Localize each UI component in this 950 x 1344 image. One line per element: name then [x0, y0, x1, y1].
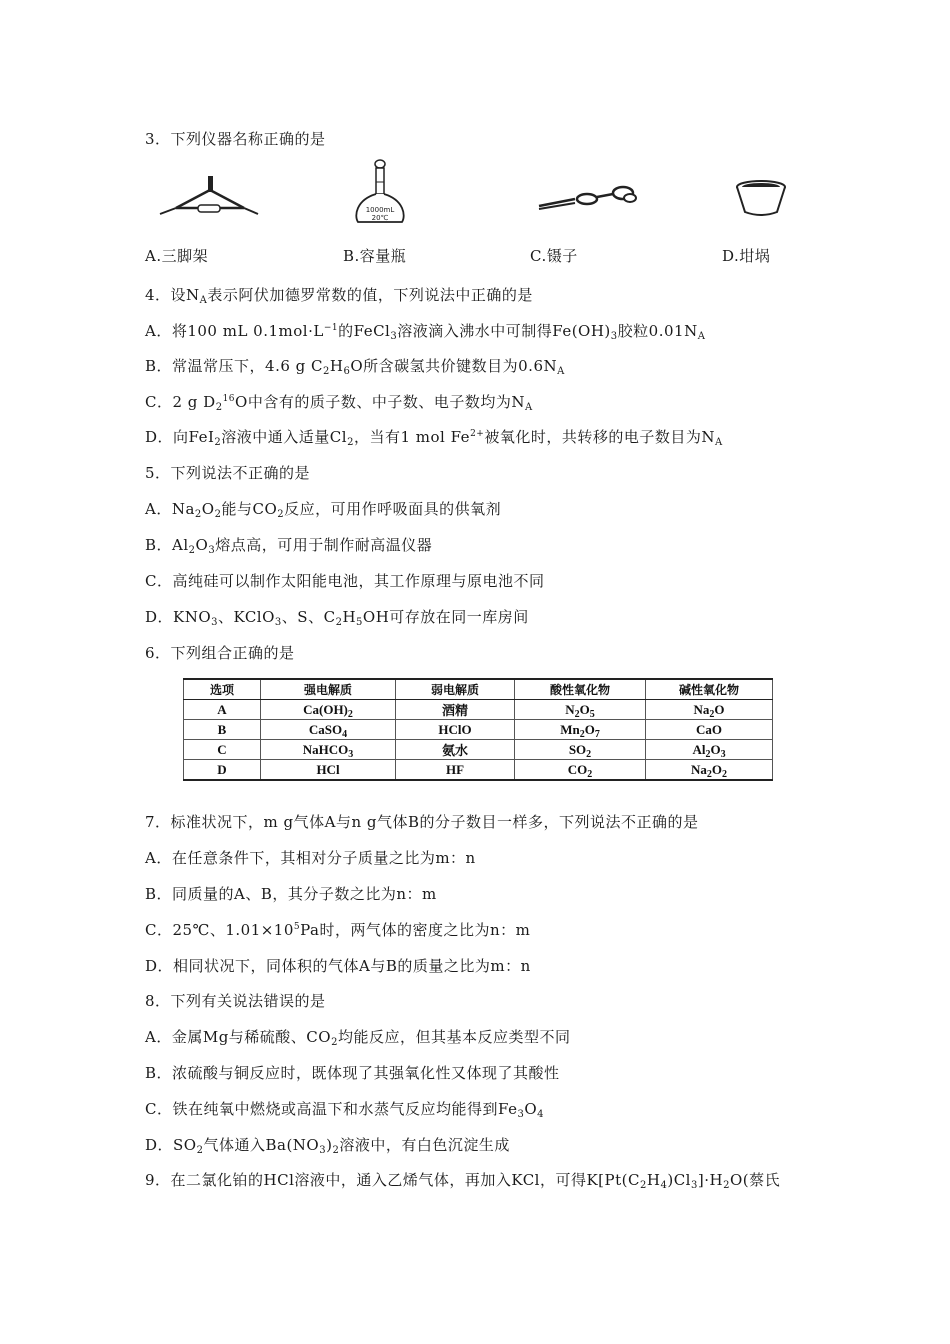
q8-option-c: C．铁在纯氧中燃烧或高温下和水蒸气反应均能得到$Fe_3O_4$: [145, 1100, 545, 1120]
header-basic-oxide: 碱性氧化物: [646, 679, 773, 700]
cell-basic: $Na_2O$: [646, 700, 773, 720]
cell-strong: $Ca(OH)_2$: [261, 700, 396, 720]
cell-basic: CaO: [646, 720, 773, 740]
row-option: B: [184, 720, 261, 740]
q3-stem: 3．下列仪器名称正确的是: [145, 130, 326, 148]
cell-weak: 氨水: [396, 740, 515, 760]
cell-acidic: $SO_2$: [515, 740, 646, 760]
cell-acidic: $Mn_2O_7$: [515, 720, 646, 740]
q5-option-c: C．高纯硅可以制作太阳能电池，其工作原理与原电池不同: [145, 572, 545, 590]
q7-stem: 7．标准状况下，m g气体A与n g气体B的分子数目一样多，下列说法不正确的是: [145, 813, 699, 831]
q6-stem: 6．下列组合正确的是: [145, 644, 295, 662]
q5-option-b: B．$Al_2O_3$熔点高，可用于制作耐高温仪器: [145, 536, 433, 556]
row-option: D: [184, 760, 261, 781]
q4-option-d: D．向FeI$_2$溶液中通入适量$Cl_2$，当有1 mol $Fe^{2+}$被氧化时，共转移的电子数目为$N_A$: [145, 428, 723, 448]
q5-stem: 5．下列说法不正确的是: [145, 464, 311, 482]
cell-strong: CaSO$_4$: [261, 720, 396, 740]
cell-acidic: $CO_2$: [515, 760, 646, 781]
q4-option-c: C．2 g $D_2^{16}O$中含有的质子数、中子数、电子数均为$N_A$: [145, 393, 533, 413]
header-acidic-oxide: 酸性氧化物: [515, 679, 646, 700]
q6-table: [183, 678, 773, 781]
cell-strong: NaHCO$_3$: [261, 740, 396, 760]
cell-basic: $Al_2O_3$: [646, 740, 773, 760]
flask-capacity-label: 1000mL: [365, 206, 395, 214]
evaporating-dish-icon: [734, 178, 788, 220]
header-option: 选项: [184, 679, 261, 700]
volumetric-flask-icon: [350, 158, 410, 233]
q8-option-b: B．浓硫酸与铜反应时，既体现了其强氧化性又体现了其酸性: [145, 1064, 560, 1082]
table-row: [184, 740, 773, 760]
q3-option-a: A.三脚架: [145, 247, 209, 265]
table-row: [184, 720, 773, 740]
q7-option-c: C．25℃、$1.01\times 10^5Pa$时，两气体的密度之比为n：m: [145, 921, 531, 939]
row-option: C: [184, 740, 261, 760]
q3-option-b: B.容量瓶: [343, 247, 407, 265]
crucible-tongs-icon: [535, 182, 643, 216]
row-option: A: [184, 700, 261, 720]
cell-acidic: $N_2O_5$: [515, 700, 646, 720]
q8-option-d: D．$SO_2$气体通入$Ba(NO_3)_2$溶液中，有白色沉淀生成: [145, 1136, 510, 1156]
q7-option-d: D．相同状况下，同体积的气体A与B的质量之比为m：n: [145, 957, 531, 975]
q4-stem: 4．设$N_A$表示阿伏加德罗常数的值，下列说法中正确的是: [145, 286, 533, 306]
cell-weak: HF: [396, 760, 515, 781]
q5-option-a: A．$Na_2O_2$能与$CO_2$反应，可用作呼吸面具的供氧剂: [145, 500, 502, 520]
q8-option-a: A．金属Mg与稀硫酸、$CO_2$均能反应，但其基本反应类型不同: [145, 1028, 571, 1048]
q3-option-d: D.坩埚: [722, 247, 771, 265]
cell-weak: HClO: [396, 720, 515, 740]
cell-strong: HCl: [261, 760, 396, 781]
table-row: [184, 760, 773, 781]
q8-stem: 8．下列有关说法错误的是: [145, 992, 326, 1010]
cell-basic: $Na_2O_2$: [646, 760, 773, 781]
table-row: [184, 700, 773, 720]
q4-option-a: A．将100 mL $0.1mol\cdot L^{-1}$的FeCl$_3$溶液滴入沸水中可制得$Fe(OH)_3$胶粒$0.01N_A$: [145, 322, 706, 342]
tripod-icon: [158, 172, 260, 222]
q4-option-b: B．常温常压下，4.6 g $C_2H_6O$所含碳氢共价键数目为$0.6N_A$: [145, 357, 565, 377]
q7-option-a: A．在任意条件下，其相对分子质量之比为m：n: [145, 849, 476, 867]
q7-option-b: B．同质量的A、B，其分子数之比为n：m: [145, 885, 437, 903]
q9-stem: 9．在二氯化铂的HCl溶液中，通入乙烯气体，再加入KCl，可得$K[Pt(C_2H_4)Cl_3]\cdot H_2O$(蔡氏: [145, 1171, 781, 1191]
q5-option-d: D．$KNO_3$、KClO$_3$、S、$C_2H_5OH$可存放在同一库房间: [145, 608, 529, 628]
cell-weak: 酒精: [396, 700, 515, 720]
header-weak-electrolyte: 弱电解质: [396, 679, 515, 700]
header-strong-electrolyte: 强电解质: [261, 679, 396, 700]
table-header-row: [184, 679, 773, 700]
q3-option-c: C.镊子: [530, 247, 578, 265]
flask-temp-label: 20℃: [371, 214, 389, 222]
